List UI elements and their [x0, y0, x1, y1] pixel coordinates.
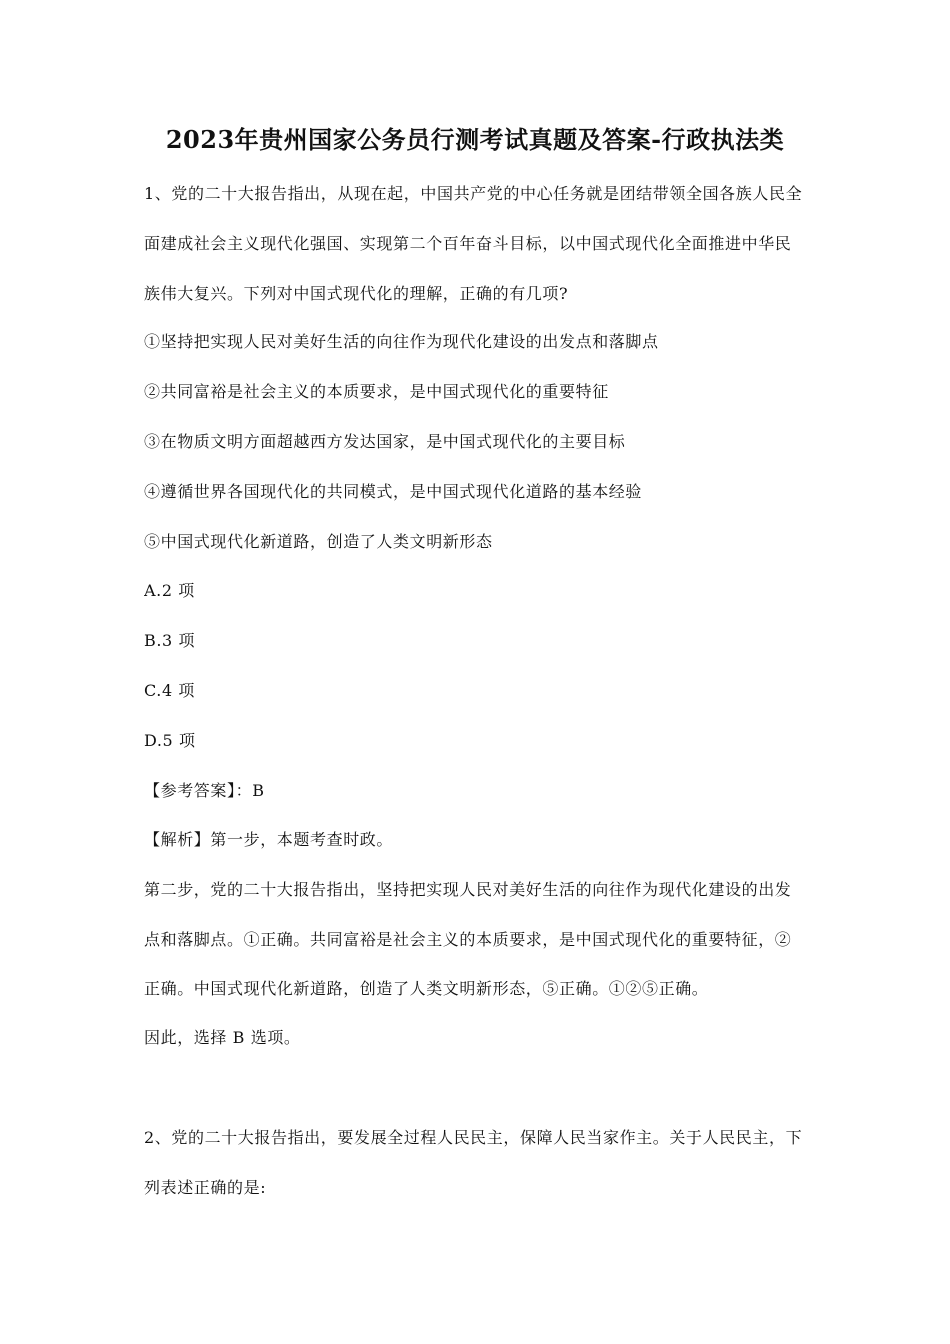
q2-stem-line-2: 列表述正确的是:: [144, 1178, 267, 1197]
q1-option-b: B.3 项: [144, 631, 196, 650]
q1-statement-5: ⑤中国式现代化新道路，创造了人类文明新形态: [144, 532, 493, 551]
q1-answer: 【参考答案】：B: [144, 781, 265, 800]
q1-statement-4: ④遵循世界各国现代化的共同模式，是中国式现代化道路的基本经验: [144, 482, 643, 501]
q1-analysis-line-3: 点和落脚点。①正确。共同富裕是社会主义的本质要求，是中国式现代化的重要特征，②: [144, 930, 792, 949]
q1-option-a: A.2 项: [144, 581, 195, 600]
q1-statement-3: ③在物质文明方面超越西方发达国家，是中国式现代化的主要目标: [144, 432, 626, 451]
q1-stem-line-1: 1、党的二十大报告指出，从现在起，中国共产党的中心任务就是团结带领全国各族人民全: [144, 184, 803, 203]
q1-analysis-line-4: 正确。中国式现代化新道路，创造了人类文明新形态，⑤正确。①②⑤正确。: [144, 979, 709, 998]
q1-stem-line-3: 族伟大复兴。下列对中国式现代化的理解，正确的有几项?: [144, 284, 569, 303]
q1-option-d: D.5 项: [144, 731, 196, 750]
q1-statement-1: ①坚持把实现人民对美好生活的向往作为现代化建设的出发点和落脚点: [144, 332, 659, 351]
q1-statement-2: ②共同富裕是社会主义的本质要求，是中国式现代化的重要特征: [144, 382, 609, 401]
q1-stem-line-2: 面建成社会主义现代化强国、实现第二个百年奋斗目标，以中国式现代化全面推进中华民: [144, 234, 792, 253]
document-title: 2023年贵州国家公务员行测考试真题及答案-行政执法类: [165, 125, 785, 154]
q1-analysis-line-2: 第二步，党的二十大报告指出，坚持把实现人民对美好生活的向往作为现代化建设的出发: [144, 880, 792, 899]
q1-analysis-line-1: 【解析】第一步，本题考查时政。: [144, 830, 394, 849]
q1-conclusion: 因此，选择 B 选项。: [144, 1028, 301, 1047]
q2-stem-line-1: 2、党的二十大报告指出，要发展全过程人民民主，保障人民当家作主。关于人民民主，下: [144, 1128, 803, 1147]
q1-option-c: C.4 项: [144, 681, 196, 700]
